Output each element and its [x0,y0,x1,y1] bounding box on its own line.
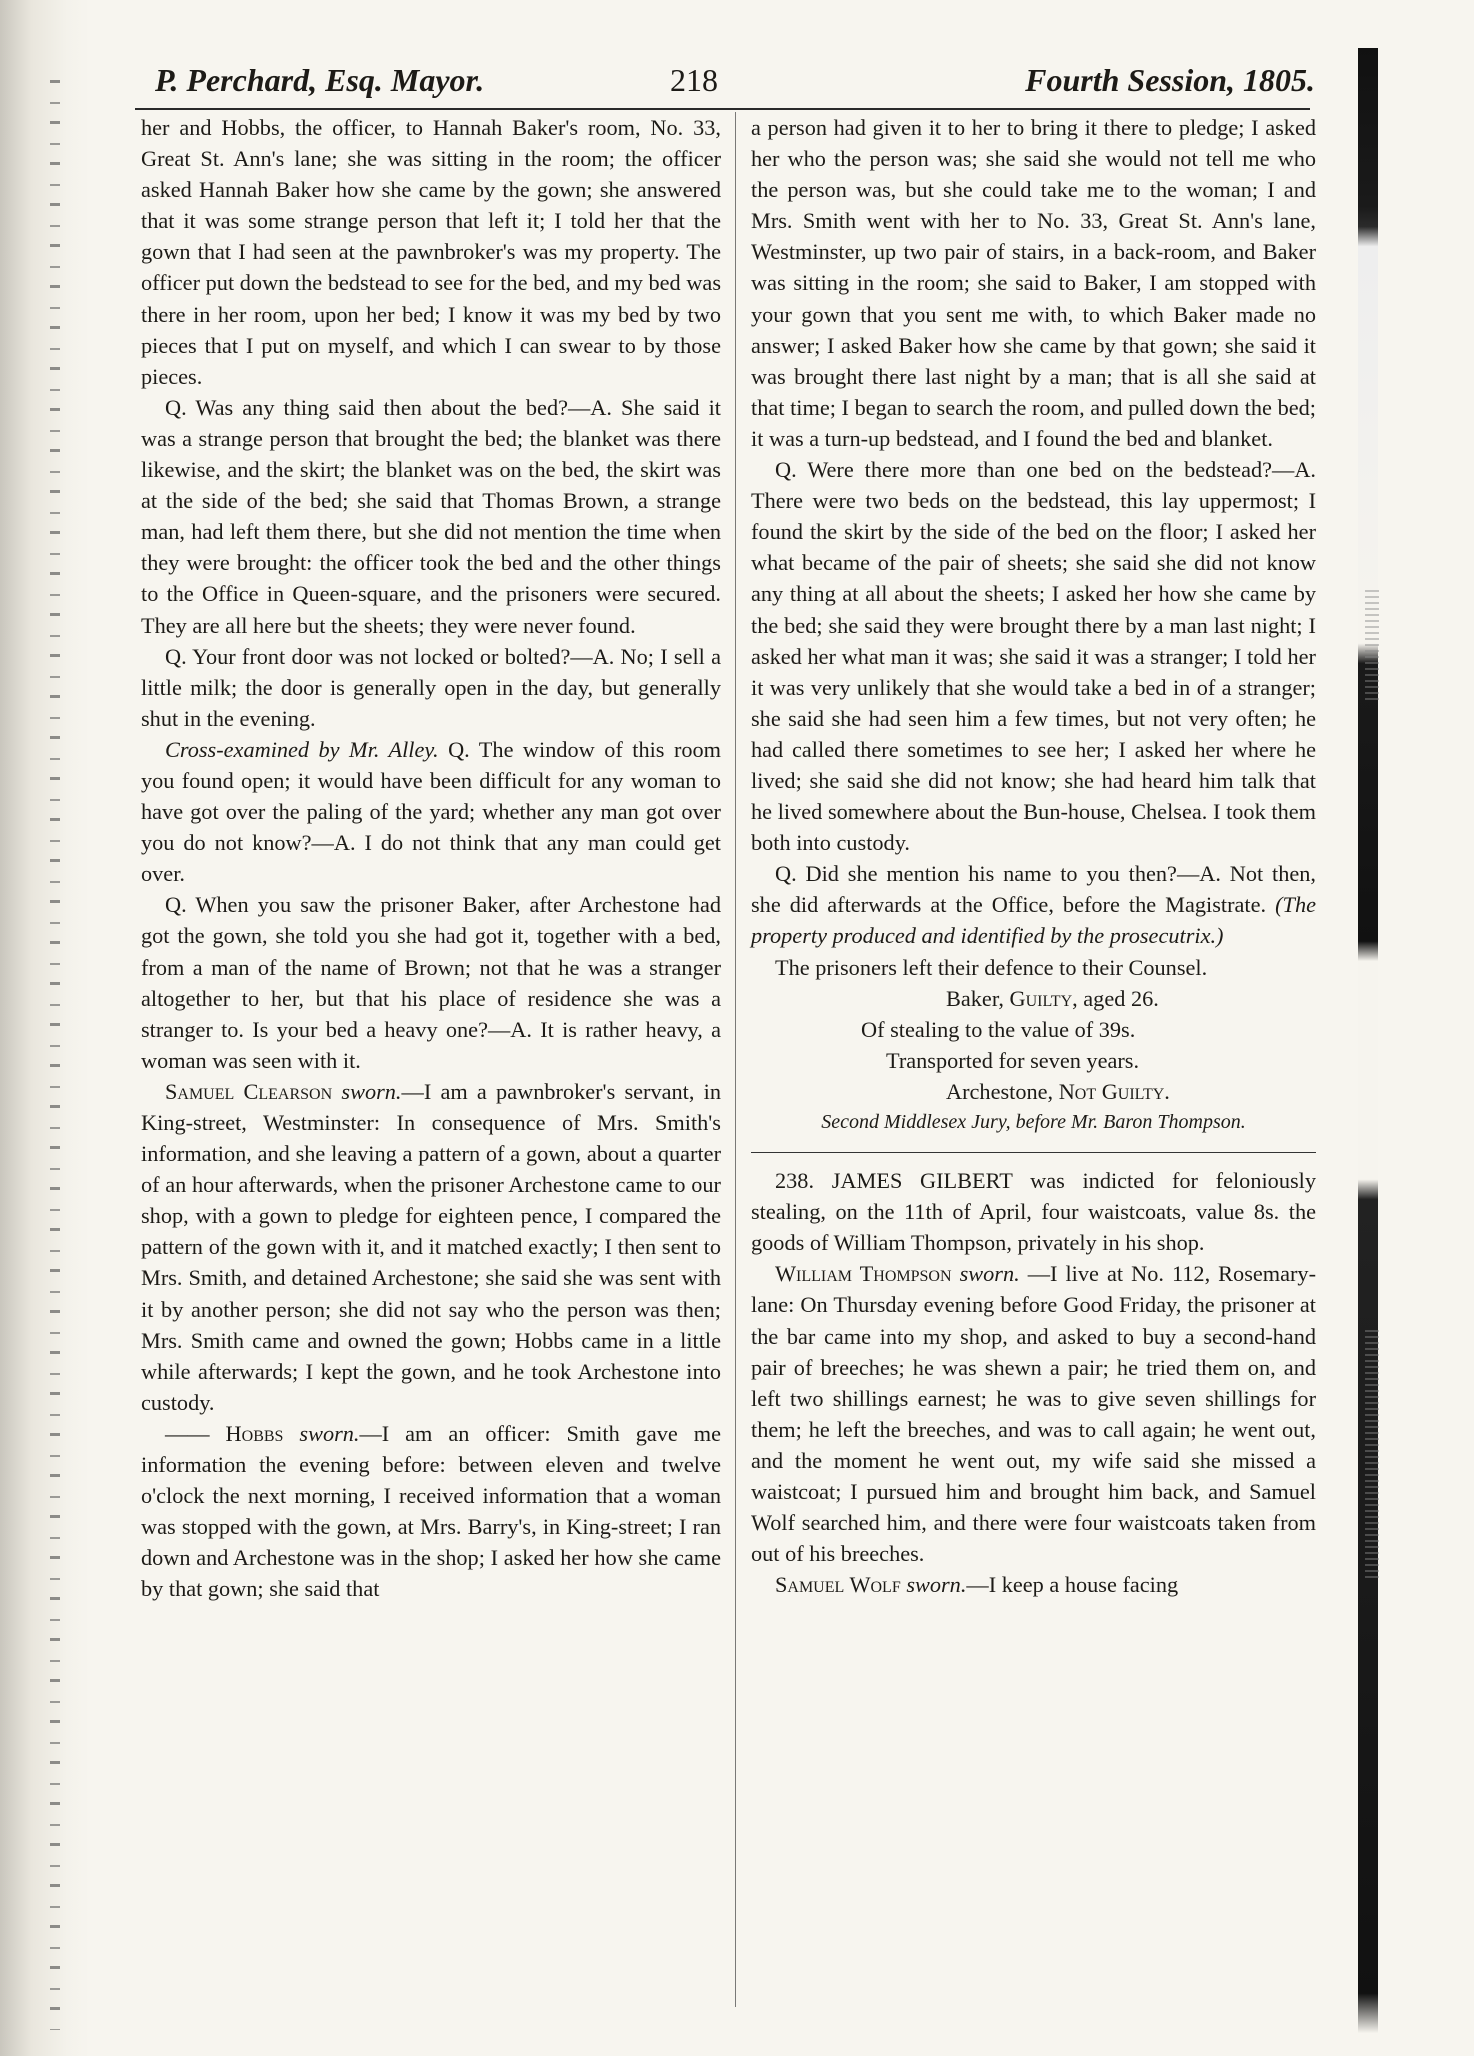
paragraph-text: Q. Did she mention his name to you then?—A. Not then, she did afterwards at the Office, before the Magistrate. [751,861,1316,918]
paragraph-text: —I am a pawnbroker's servant, in King-street, Westminster: In consequence of Mrs. Smith's information, and she leaving a pattern of a gown, about a quarter of an hour afterwards, when the prisoner Archestone came to our shop, with a gown to pledge for eighteen pence, I compared the pattern of the gown with it, and it matched exactly; I then sent to Mrs. Smith, and detained Archestone; she said she was sent with it by another person; she did not say who the person was then; Mrs. Smith came and owned the gown; Hobbs came in a little while afterwards; I kept the gown, and he took Archestone into custody. [141,1078,722,1415]
defendant-name: Baker, [946,985,1004,1011]
defendant-age: aged 26. [1083,985,1159,1011]
paragraph: her and Hobbs, the officer, to Hannah Baker's room, No. 33, Great St. Ann's lane; she was sitting in the room; the officer asked Hannah Baker how she came by the gown; she answered that it was some strange person that left it; I told her that the gown that I had seen at the pawnbroker's was my property. The officer put down the bedstead to see for the bed, and my bed was there in her room, upon her bed; I know it was my bed by two pieces that I put on myself, and which I can swear to by those pieces. [141,115,721,389]
section-rule [751,1152,1316,1153]
verdict-line [751,1076,1316,1107]
verdict-line: Transported for seven years. [886,1047,1140,1073]
page-number: 218 [670,62,718,98]
witness-name: Samuel Clearson [165,1078,333,1104]
paragraph [751,1569,1316,1600]
left-column [141,112,721,1605]
witness-name: William Thompson [775,1261,952,1287]
header-mayor: P. Perchard, Esq. Mayor. [155,62,485,98]
paragraph: Q. Was any thing said then about the bed?—A. She said it was a strange person that brought the bed; the blanket was there likewise, and the skirt; the blanket was on the bed, the skirt was at the side of the bed; she said that Thomas Brown, a strange man, had left them there, but she did not mention the time when they were brought: the officer took the bed and the other things to the Office in Queen-square, and the prisoners were secured. They are all here but the sheets; they were never found. [141,394,721,638]
paragraph [141,1076,721,1418]
running-header [155,62,1315,106]
verdict-line [751,983,1316,1014]
verdict-not-guilty: Not Guilty. [1058,1078,1170,1104]
verdict-line: Of stealing to the value of 39s. [861,1016,1136,1042]
sworn-label: sworn. [959,1261,1020,1287]
property-note: (The property produced and identified by the prosecutrix.) [751,892,1316,949]
header-session: Fourth Session, 1805. [1025,62,1315,98]
paragraph [751,858,1316,951]
witness-name: Samuel Wolf [775,1572,901,1598]
defendant-name: JAMES GILBERT [831,1168,1013,1194]
paragraph [141,1418,721,1605]
defendant-name: Archestone, [946,1078,1054,1104]
paragraph: Q. When you saw the prisoner Baker, after Archestone had got the gown, she told you she had got it, together with a bed, from a man of the name of Brown; not that he was a stranger altogether to her, but that his place of residence she was a stranger to. Is your bed a heavy one?—A. It is rather heavy, a woman was seen with it. [141,892,721,1073]
paragraph: Q. Your front door was not locked or bolted?—A. No; I sell a little milk; the door is generally open in the day, but generally shut in the evening. [141,643,721,731]
scan-speckle [1365,1330,1379,1580]
scan-edge-bar [1358,48,1378,2033]
paragraph [141,734,721,889]
paragraph-text: —I keep a house facing [966,1572,1179,1598]
verdict-guilty: Guilty, [1009,985,1078,1011]
paragraph: a person had given it to her to bring it there to pledge; I asked her who the person was; she said she would not tell me who the person was, but she could take me to the woman; I and Mrs. Smith went with her to No. 33, Great St. Ann's lane, Westminster, up two pair of stairs, in a back-room, and Baker was sitting in the room; she said to Baker, I am stopped with your gown that you sent me with, to which Baker made no answer; I asked Baker how she came by that gown; she said it was brought there last night by a man; that is all she said at that time; I began to search the room, and pulled down the bed; it was a turn-up bedstead, and I found the bed and blanket. [751,115,1316,451]
paragraph-text: —I am an officer: Smith gave me information the evening before: between eleven and twelve o'clock the next morning, I received information that a woman was stopped with the gown, at Mrs. Barry's, in King-street; I ran down and Archestone was in the shop; I asked her how she came by that gown; she said that [141,1420,721,1602]
paragraph-text: was indicted for feloniously stealing, on the 11th of April, four waistcoats, value 8s. the goods of William Thompson, privately in his shop. [751,1168,1316,1256]
right-column [751,112,1316,1600]
header-rule [135,108,1310,110]
binding-edge [0,0,90,2056]
paragraph [751,1258,1316,1569]
witness-name: —— Hobbs [165,1420,284,1446]
sworn-label: sworn. [299,1420,360,1446]
paragraph-text: —I live at No. 112, Rosemary-lane: On Thursday evening before Good Friday, the prisoner at the bar came into my shop, and asked to buy a second-hand pair of breeches; he was shewn a pair; he tried them on, and left two shillings earnest; he was to give seven shillings for them; he left the breeches, and was to call again; he went out, and the moment he went out, my wife said she missed a waistcoat; I pursued him and brought him back, and Samuel Wolf searched him, and there were four waistcoats taken from out of his breeches. [751,1261,1317,1567]
case-number: 238. [775,1168,815,1194]
column-divider [735,112,736,2007]
paragraph [751,1165,1316,1258]
paragraph-text: Q. The window of this room you found open; it would have been difficult for any woman to have got over the paling of the yard; whether any man got over you do not know?—A. I do not think that any man could get over. [141,736,722,887]
sworn-label: sworn. [341,1078,402,1104]
paragraph: The prisoners left their defence to their Counsel. [775,954,1208,980]
scan-speckle [1365,590,1379,700]
paragraph: Q. Were there more than one bed on the bedstead?—A. There were two beds on the bedstead, this lay uppermost; I found the skirt by the side of the bed on the floor; I asked her what became of the pair of sheets; she said she did not know any thing at all about the sheets; I asked her how she came by the bed; she said they were brought there by a man last night; I asked her what man it was; she said it was a stranger; I told her it was very unlikely that she would take a bed in of a stranger; she said she had seen him a few times, but not very often; he had called there sometimes to see her; I asked her where he lived; she said she did not know; she had heard him talk that he lived somewhere about the Bun-house, Chelsea. I took them both into custody. [751,457,1316,856]
jury-line: Second Middlesex Jury, before Mr. Baron Thompson. [821,1111,1246,1133]
sworn-label: sworn. [906,1572,967,1598]
cross-examined-label: Cross-examined by Mr. Alley. [165,736,439,762]
